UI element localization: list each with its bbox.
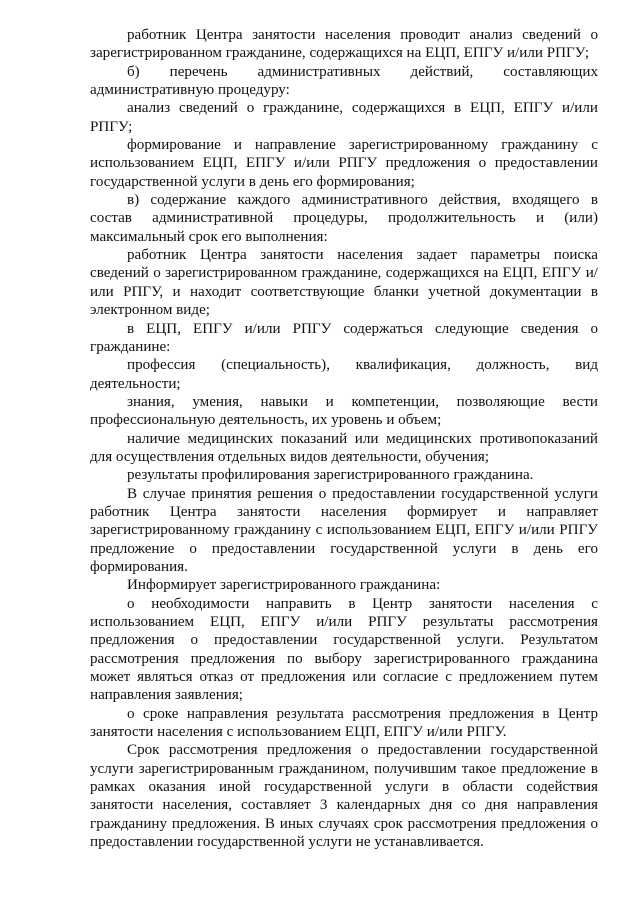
paragraph-employee-analysis: работник Центра занятости населения проводит анализ сведений о зарегистрированном гражданине, содержащихся на ЕЦП, ЕПГУ и/или РПГУ; bbox=[90, 27, 598, 62]
paragraph-analysis-action: анализ сведений о гражданине, содержащихся в ЕЦП, ЕПГУ и/или РПГУ; bbox=[90, 100, 598, 135]
paragraph-informs-heading: Информирует зарегистрированного гражданина: bbox=[127, 577, 441, 594]
paragraph-action-content-heading: в) содержание каждого административного действия, входящего в состав административной процедуры, продолжительность и (или) максимальный срок его выполнения: bbox=[90, 192, 598, 245]
document-body bbox=[90, 26, 598, 851]
paragraph-skills: знания, умения, навыки и компетенции, позволяющие вести профессиональную деятельность, их уровень и объем; bbox=[90, 393, 598, 429]
paragraph-decision: В случае принятия решения о предоставлении государственной услуги работник Центра занятости населения формирует и направляет зарегистрированному гражданину с использованием ЕЦП, ЕПГУ и/или РПГУ предложение о предоставлении государственной услуги в день его формирования. bbox=[90, 485, 598, 575]
paragraph-medical: наличие медицинских показаний или медицинских противопоказаний для осуществления отдельных видов деятельности, обучения; bbox=[90, 430, 598, 465]
paragraph-profession: профессия (специальность), квалификация, должность, вид деятельности; bbox=[90, 357, 598, 392]
paragraph-search-parameters: работник Центра занятости населения задает параметры поиска сведений о зарегистрированном гражданине, содержащихся на ЕЦП, ЕПГУ и/или РПГУ, и находит соответствующие бланки учетной документации в электронном виде; bbox=[90, 247, 598, 319]
paragraph-deadline: о сроке направления результата рассмотрения предложения в Центр занятости населения с использованием ЕЦП, ЕПГУ и/или РПГУ. bbox=[90, 705, 598, 741]
paragraph-citizen-data-heading: в ЕЦП, ЕПГУ и/или РПГУ содержаться следующие сведения о гражданине: bbox=[90, 320, 598, 355]
paragraph-necessity: о необходимости направить в Центр занятости населения с использованием ЕЦП, ЕПГУ и/или РПГУ результаты рассмотрения предложения о предоставлении государственной услуги. Результатом рассмотрения предложения по выбору зарегистрированного гражданина может являться отказ от предложения или согласие с предложением путем направления заявления; bbox=[90, 595, 598, 704]
paragraph-profiling: результаты профилирования зарегистрированного гражданина. bbox=[127, 467, 534, 484]
paragraph-actions-list-heading: б) перечень административных действий, составляющих административную процедуру: bbox=[90, 63, 598, 99]
paragraph-offer-action: формирование и направление зарегистрированному гражданину с использованием ЕЦП, ЕПГУ и/или РПГУ предложения о предоставлении государственной услуги в день его формирования; bbox=[90, 137, 598, 190]
paragraph-review-period: Срок рассмотрения предложения о предоставлении государственной услуги зарегистрированным гражданином, получившим такое предложение в рамках оказания иной государственной услуги в области содействия занятости населения, составляет 3 календарных дня со дня направления гражданину предложения. В иных случаях срок рассмотрения предложения о предоставлении государственной услуги не устанавливается. bbox=[90, 742, 598, 851]
